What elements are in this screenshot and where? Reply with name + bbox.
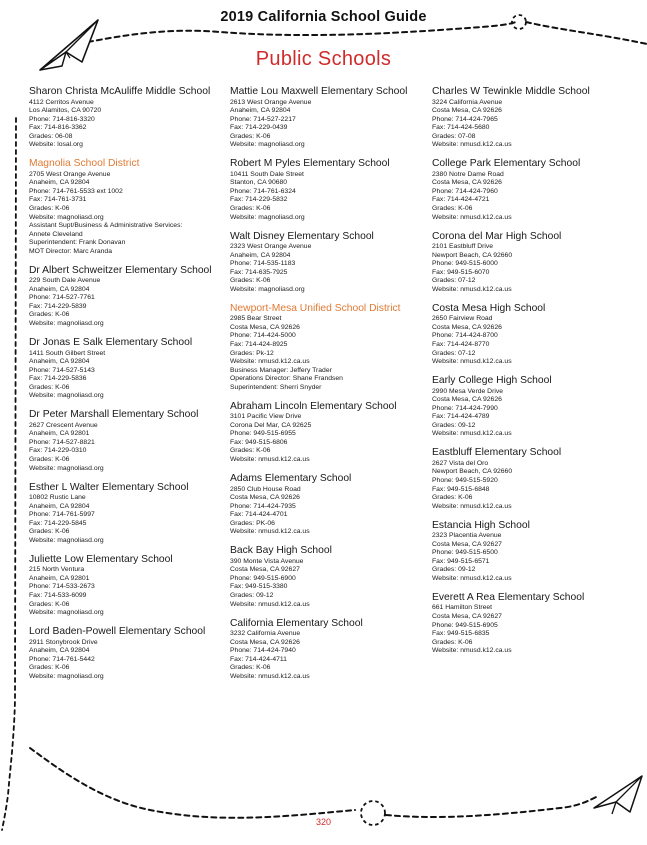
entry-detail-line: Grades: K-06 (230, 132, 271, 140)
entry-detail-line: Fax: 714-229-5832 (230, 196, 288, 204)
entry-detail-line: Fax: 714-761-3731 (29, 196, 87, 204)
entry-detail-line: Website: magnoliasd.org (29, 319, 104, 327)
entry-detail-line: Grades: 09-12 (432, 421, 476, 429)
entry-detail-line: Fax: 949-515-3380 (230, 583, 288, 591)
school-name: Dr Albert Schweitzer Elementary School (29, 264, 212, 276)
entry-detail-line: Website: nmusd.k12.ca.us (432, 647, 512, 655)
school-entry (29, 482, 224, 546)
entry-detail-line: Grades: K-06 (29, 311, 70, 319)
entry-detail-line: 3101 Pacific View Drive (230, 413, 302, 421)
school-entry (29, 626, 224, 681)
entry-detail-line: Fax: 714-424-4721 (432, 196, 490, 204)
entry-detail-line: Phone: 949-515-6905 (432, 621, 498, 629)
entry-detail-line: Anaheim, CA 92804 (29, 285, 90, 293)
entry-detail-line: 2627 Crescent Avenue (29, 421, 98, 429)
entry-detail-line: Website: magnoliasd.org (230, 285, 305, 293)
entry-detail-line: Assistant Supt/Business & Administrative Services: (29, 222, 183, 230)
entry-detail-line: Phone: 714-424-5000 (230, 332, 296, 340)
entry-detail-line: Anaheim, CA 92804 (29, 502, 90, 510)
school-entry (29, 337, 224, 401)
entry-detail-line: 2911 Stonybrook Drive (29, 638, 98, 646)
school-entry (432, 303, 622, 367)
school-entry (230, 545, 426, 609)
school-name: Walt Disney Elementary School (230, 230, 374, 242)
entry-detail-line: 10411 South Dale Street (230, 170, 304, 178)
entry-detail-line: MOT Director: Marc Aranda (29, 247, 112, 255)
entry-detail-line: Grades: 07-12 (432, 277, 476, 285)
school-name: Adams Elementary School (230, 473, 352, 485)
entry-detail-line: Website: nmusd.k12.ca.us (230, 456, 310, 463)
entry-detail-line: Fax: 714-229-5836 (29, 375, 87, 383)
entry-detail-line: Website: nmusd.k12.ca.us (432, 430, 512, 438)
entry-detail-line: 661 Hamilton Street (432, 604, 493, 612)
school-entry (29, 554, 224, 618)
school-name: Costa Mesa High School (432, 302, 546, 314)
entry-detail-line: Grades: K-06 (29, 664, 70, 672)
entry-detail-line: Website: nmusd.k12.ca.us (230, 600, 310, 608)
entry-detail-line: Fax: 714-533-6099 (29, 592, 87, 600)
entry-detail-line: Anaheim, CA 92804 (29, 647, 90, 655)
entry-detail-line: Grades: 09-12 (432, 566, 476, 574)
school-entry (29, 265, 224, 329)
entry-detail-line: Grades: K-06 (29, 600, 70, 608)
entry-detail-line: Costa Mesa, CA 92626 (230, 323, 300, 331)
entry-detail-line: Anaheim, CA 92804 (230, 107, 291, 115)
entry-detail-line: Phone: 949-515-6500 (432, 549, 498, 557)
school-name: Early College High School (432, 375, 552, 387)
entry-detail-line: Los Alamitos, CA 90720 (29, 107, 102, 115)
school-name: Dr Jonas E Salk Elementary School (29, 337, 193, 349)
directory-column-3 (432, 86, 622, 664)
entry-detail-line: Phone: 714-527-8821 (29, 438, 95, 446)
section-title: Public Schools (255, 48, 392, 70)
entry-detail-line: Grades: K-06 (29, 528, 70, 536)
entry-detail-line: Costa Mesa, CA 92626 (432, 323, 502, 331)
paper-airplane-icon (592, 772, 644, 816)
entry-detail-line: 2323 Placentia Avenue (432, 532, 502, 540)
entry-detail-line: 229 South Dale Avenue (29, 277, 101, 285)
entry-detail-line: Phone: 714-761-5533 ext 1002 (29, 187, 123, 195)
entry-detail-line: Website: magnoliasd.org (29, 464, 104, 472)
school-entry (432, 520, 622, 584)
entry-detail-line: Fax: 714-816-3362 (29, 124, 87, 132)
entry-detail-line: Costa Mesa, CA 92626 (432, 107, 502, 115)
entry-detail-line: Superintendent: Frank Donavan (29, 239, 126, 247)
entry-detail-line: Phone: 714-761-6324 (230, 187, 296, 195)
entry-detail-line: Phone: 714-424-7940 (230, 647, 296, 655)
entry-detail-line: Grades: Pk-12 (230, 349, 274, 357)
directory-column-1 (29, 86, 224, 690)
entry-detail-line: Newport Beach, CA 92660 (432, 468, 513, 476)
entry-detail-line: Website: nmusd.k12.ca.us (230, 358, 310, 366)
entry-detail-line: Website: nmusd.k12.ca.us (432, 213, 512, 221)
entry-detail-line: Costa Mesa, CA 92626 (230, 494, 300, 502)
entry-detail-line: Stanton, CA 90680 (230, 179, 288, 187)
entry-detail-line: Website: magnoliasd.org (230, 213, 305, 221)
entry-detail-line: Costa Mesa, CA 92627 (432, 613, 502, 621)
entry-detail-line: Website: losal.org (29, 141, 83, 149)
entry-detail-line: Phone: 714-424-8700 (432, 332, 498, 340)
entry-detail-line: Phone: 714-761-5997 (29, 511, 95, 519)
entry-detail-line: Grades: K-06 (432, 204, 473, 212)
entry-detail-line: 2323 West Orange Avenue (230, 243, 312, 251)
entry-detail-line: Newport Beach, CA 92660 (432, 251, 513, 259)
district-name: Magnolia School District (29, 158, 140, 170)
entry-detail-line: Grades: K-06 (29, 456, 70, 463)
entry-detail-line: 215 North Ventura (29, 566, 85, 574)
entry-detail-line: Website: nmusd.k12.ca.us (432, 141, 512, 149)
entry-detail-line: Operations Director: Shane Frandsen (230, 375, 343, 383)
school-entry (230, 231, 426, 295)
school-name: Sharon Christa McAuliffe Middle School (29, 86, 211, 97)
entry-detail-line: Grades: K-06 (432, 494, 473, 502)
school-name: Robert M Pyles Elementary School (230, 158, 390, 170)
school-name: Mattie Lou Maxwell Elementary School (230, 86, 408, 97)
entry-detail-line: Phone: 714-535-1183 (230, 260, 296, 268)
entry-detail-line: 2990 Mesa Verde Drive (432, 387, 504, 395)
school-name: Back Bay High School (230, 545, 332, 557)
entry-detail-line: Website: nmusd.k12.ca.us (230, 528, 310, 536)
entry-detail-line: Phone: 714-424-7935 (230, 502, 296, 510)
entry-detail-line: Phone: 949-515-6955 (230, 430, 296, 438)
entry-detail-line: Fax: 949-515-6806 (230, 438, 288, 446)
school-entry (432, 86, 622, 150)
school-name: Estancia High School (432, 519, 530, 531)
entry-detail-line: Anaheim, CA 92801 (29, 574, 90, 582)
entry-detail-line: 2650 Fairview Road (432, 315, 493, 323)
entry-detail-line: Fax: 714-424-8770 (432, 340, 490, 348)
guide-title: 2019 California School Guide (220, 9, 427, 25)
entry-detail-line: 3224 California Avenue (432, 98, 503, 106)
school-name: Juliette Low Elementary School (29, 553, 173, 565)
school-entry (432, 375, 622, 439)
district-entry (230, 303, 426, 392)
school-entry (29, 86, 224, 150)
entry-detail-line: Grades: K-06 (230, 447, 271, 455)
entry-detail-line: 2380 Notre Dame Road (432, 170, 504, 178)
entry-detail-line: 2627 Vista del Oro (432, 459, 489, 467)
entry-detail-line: Anaheim, CA 92804 (230, 251, 291, 259)
entry-detail-line: Website: magnoliasd.org (29, 213, 104, 221)
entry-detail-line: Website: nmusd.k12.ca.us (432, 358, 512, 366)
entry-detail-line: Grades: PK-06 (230, 519, 275, 527)
entry-detail-line: Phone: 949-515-6000 (432, 260, 498, 268)
entry-detail-line: Fax: 714-424-5680 (432, 124, 490, 132)
entry-detail-line: Grades: K-06 (230, 664, 271, 672)
entry-detail-line: Grades: K-06 (432, 638, 473, 646)
entry-detail-line: Phone: 714-424-7960 (432, 187, 498, 195)
entry-detail-line: Fax: 949-515-6848 (432, 485, 490, 493)
entry-detail-line: Fax: 714-229-0439 (230, 124, 288, 132)
entry-detail-line: Fax: 714-229-5845 (29, 519, 87, 527)
school-name: Lord Baden-Powell Elementary School (29, 626, 206, 638)
school-name: Eastbluff Elementary School (432, 447, 562, 459)
entry-detail-line: Grades: 06-08 (29, 132, 73, 140)
entry-detail-line: Fax: 714-424-8925 (230, 340, 288, 348)
school-name: Everett A Rea Elementary School (432, 591, 585, 603)
entry-detail-line: Fax: 949-515-6070 (432, 268, 490, 276)
school-entry (432, 592, 622, 656)
school-entry (432, 447, 622, 511)
entry-detail-line: Costa Mesa, CA 92627 (230, 566, 300, 574)
district-entry (29, 158, 224, 256)
entry-detail-line: Corona Del Mar, CA 92625 (230, 421, 312, 429)
school-entry (230, 618, 426, 682)
entry-detail-line: Grades: 09-12 (230, 592, 274, 600)
page-number: 320 (315, 817, 332, 827)
school-name: Dr Peter Marshall Elementary School (29, 409, 199, 421)
entry-detail-line: Website: magnoliasd.org (29, 609, 104, 617)
entry-detail-line: 2985 Bear Street (230, 315, 282, 323)
entry-detail-line: Phone: 714-424-7965 (432, 115, 498, 123)
directory-column-2 (230, 86, 426, 690)
school-entry (230, 473, 426, 537)
school-name: Corona del Mar High School (432, 230, 562, 242)
entry-detail-line: Grades: K-06 (29, 383, 70, 391)
entry-detail-line: Anaheim, CA 92804 (29, 358, 90, 366)
entry-detail-line: Website: magnoliasd.org (29, 672, 104, 680)
entry-detail-line: 1411 South Gilbert Street (29, 349, 106, 357)
entry-detail-line: 4112 Cerritos Avenue (29, 98, 94, 106)
entry-detail-line: Phone: 714-527-2217 (230, 115, 296, 123)
entry-detail-line: Fax: 949-515-6835 (432, 630, 490, 638)
entry-detail-line: Phone: 714-527-7761 (29, 294, 95, 302)
school-entry (230, 86, 426, 150)
entry-detail-line: Grades: K-06 (230, 277, 271, 285)
entry-detail-line: Website: nmusd.k12.ca.us (432, 285, 512, 293)
school-entry (230, 401, 426, 465)
entry-detail-line: Costa Mesa, CA 92626 (230, 638, 300, 646)
entry-detail-line: 390 Monte Vista Avenue (230, 557, 304, 565)
entry-detail-line: Website: nmusd.k12.ca.us (432, 502, 512, 510)
entry-detail-line: Website: nmusd.k12.ca.us (432, 574, 512, 582)
entry-detail-line: Anaheim, CA 92801 (29, 430, 90, 438)
entry-detail-line: Phone: 714-533-2673 (29, 583, 95, 591)
entry-detail-line: Costa Mesa, CA 92627 (432, 540, 502, 548)
entry-detail-line: Fax: 949-515-6571 (432, 557, 490, 565)
school-entry (230, 158, 426, 222)
entry-detail-line: Grades: K-06 (230, 204, 271, 212)
entry-detail-line: Website: magnoliasd.org (29, 392, 104, 400)
entry-detail-line: Superintendent: Sherri Snyder (230, 383, 322, 391)
entry-detail-line: Website: nmusd.k12.ca.us (230, 672, 310, 680)
entry-detail-line: 2101 Eastbluff Drive (432, 243, 494, 251)
school-name: California Elementary School (230, 617, 363, 629)
school-entry (432, 158, 622, 222)
entry-detail-line: Website: magnoliasd.org (230, 141, 305, 149)
entry-detail-line: Phone: 949-515-5920 (432, 477, 498, 484)
school-entry (29, 409, 224, 473)
entry-detail-line: Costa Mesa, CA 92626 (432, 396, 502, 404)
school-name: Charles W Tewinkle Middle School (432, 86, 590, 97)
entry-detail-line: Fax: 714-635-7925 (230, 268, 288, 276)
entry-detail-line: Costa Mesa, CA 92626 (432, 179, 502, 187)
entry-detail-line: Phone: 714-761-5442 (29, 655, 95, 663)
entry-detail-line: Annete Cleveland (29, 230, 83, 238)
entry-detail-line: 2850 Club House Road (230, 485, 301, 493)
entry-detail-line: Grades: 07-12 (432, 349, 476, 357)
school-name: College Park Elementary School (432, 158, 581, 170)
entry-detail-line: Anaheim, CA 92804 (29, 179, 90, 187)
entry-detail-line: Business Manager: Jeffery Trader (230, 366, 332, 374)
entry-detail-line: Fax: 714-229-0310 (29, 447, 87, 455)
entry-detail-line: 10802 Rustic Lane (29, 494, 86, 502)
entry-detail-line: Phone: 714-424-7990 (432, 404, 498, 412)
entry-detail-line: Fax: 714-229-5839 (29, 302, 87, 310)
entry-detail-line: Phone: 714-816-3320 (29, 115, 95, 123)
school-name: Abraham Lincoln Elementary School (230, 400, 397, 412)
entry-detail-line: 3232 California Avenue (230, 630, 301, 638)
entry-detail-line: 2705 West Orange Avenue (29, 170, 111, 178)
entry-detail-line: Fax: 714-424-4701 (230, 511, 288, 519)
entry-detail-line: Grades: 07-08 (432, 132, 476, 140)
entry-detail-line: Fax: 714-424-4789 (432, 413, 490, 421)
entry-detail-line: Phone: 714-527-5143 (29, 366, 95, 374)
entry-detail-line: 2613 West Orange Avenue (230, 98, 312, 106)
school-entry (432, 231, 622, 295)
school-name: Esther L Walter Elementary School (29, 481, 189, 493)
entry-detail-line: Grades: K-06 (29, 204, 70, 212)
entry-detail-line: Phone: 949-515-6900 (230, 574, 296, 582)
entry-detail-line: Fax: 714-424-4711 (230, 655, 287, 663)
district-name: Newport-Mesa Unified School District (230, 302, 401, 314)
entry-detail-line: Website: magnoliasd.org (29, 536, 104, 544)
